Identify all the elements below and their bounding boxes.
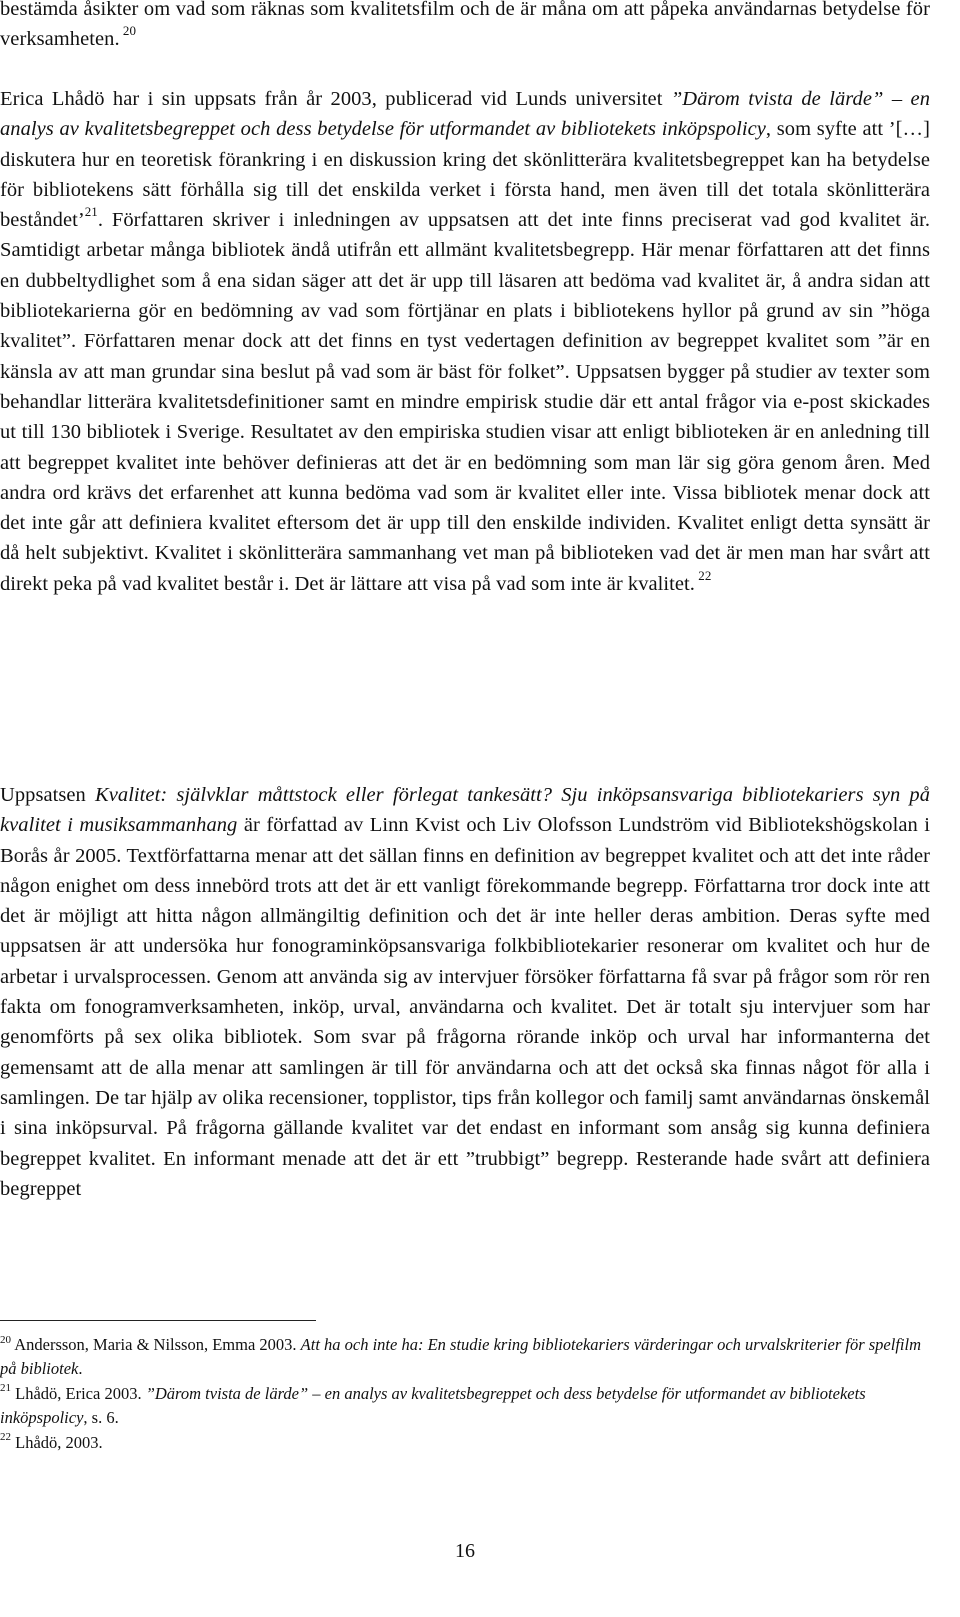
text-run: Andersson, Maria & Nilsson, Emma 2003.: [11, 1335, 301, 1354]
footnote-ref: 20: [119, 23, 137, 39]
text-run: bestämda åsikter om vad som räknas som kvalitetsfilm och de är måna om att påpeka användarnas betydelse för verksamheten.: [0, 0, 930, 51]
text-run: Lhådö, Erica 2003.: [11, 1383, 146, 1403]
text-run: Lhådö, 2003.: [11, 1432, 103, 1452]
footnote-ref: 21: [0, 1382, 11, 1395]
footnote-ref: 20: [0, 1333, 11, 1346]
footnote-ref: 22: [694, 567, 712, 583]
footnote: [0, 1431, 930, 1455]
footnote: [0, 1382, 930, 1431]
body-paragraph: [0, 0, 930, 55]
text-run: . Författaren skriver i inledningen av uppsatsen att det inte finns preciserat vad god kvalitet är. Samtidigt arbetar många bibliotek ändå utifrån ett allmänt kvalitetsbegrepp. Här menar författaren att det finns en dubbeltydlighet som å ena sidan säger att det är upp till läsaren att bedöma vad kvalitet är, å andra sidan att bibliotekarierna gör en bedömning av vad som förtjänar en plats i bibliotekens hyllor på grund av sin ”höga kvalitet”. Författaren menar dock att det finns en tyst vedertagen definition av begreppet kvalitet som ”är en känsla av att man grundar sina beslut på vad som är bäst för folket”. Uppsatsen bygger på studier av texter som behandlar litterära kvalitetsdefinitioner samt en mindre empirisk studie där ett antal frågor via e-post skickades ut till 130 bibliotek i Sverige. Resultatet av den empiriska studien visar att enligt biblioteken är en anledning till att begreppet kvalitet inte behöver definieras att det är en bedömning som man lär sig göra genom åren. Med andra ord krävs det erfarenhet att kunna bedöma vad som är kvalitet eller inte. Vissa bibliotek menar dock att det inte går att definiera kvalitet eftersom det är upp till den enskilde individen. Kvalitet enligt detta synsätt är då helt subjektivt. Kvalitet i skönlitterära sammanhang vet man på biblioteken vad det är men man har svårt att direkt peka på vad kvalitet består i. Det är lättare att visa på vad som inte är kvalitet.: [0, 209, 930, 595]
italic-title: Kvalitet: självklar måttstock eller förlegat tankesätt? Sju inköpsansvariga bibliotekariers syn på kvalitet i musiksammanhang: [0, 784, 930, 837]
text-run: , som syfte att ’[…] diskutera hur en teoretisk förankring i en diskussion kring det skönlitterära kvalitetsbegreppet kan ha betydelse för bibliotekens sätt förhålla sig till det enskilda verket i första hand, men även till det totala skönlitterära beståndet’: [0, 118, 930, 232]
page-number: 16: [455, 1540, 475, 1562]
footnote: [0, 1333, 930, 1382]
text-run: Erica Lhådö har i sin uppsats från år 2003, publicerad vid Lunds universitet: [0, 88, 671, 110]
italic-title: Att ha och inte ha: En studie kring bibliotekariers värderingar och urvalskriterier för spelfilm på bibliotek: [0, 1335, 922, 1379]
text-run: , s. 6.: [83, 1408, 119, 1428]
text-run: Uppsatsen: [0, 784, 96, 806]
footnote-ref: 22: [0, 1431, 11, 1444]
footnotes: [0, 1333, 930, 1455]
italic-title: ”Därom tvista de lärde” – en analys av kvalitetsbegreppet och dess betydelse för utformandet av bibliotekets inköpspolicy: [0, 1383, 866, 1428]
text-run: är författad av Linn Kvist och Liv Olofsson Lundström vid Bibliotekshögskolan i Borås år 2005. Textförfattarna menar att det sällan finns en definition av begreppet kvalitet och att det inte råder någon enighet om dess innebörd trots att det är ett vanligt förekommande begrepp. Författarna tror dock inte att det är möjligt att hitta någon allmängiltig definition och det är inte heller deras ambition. Deras syfte med uppsatsen är att undersöka hur fonograminköpsansvariga folkbibliotekarier resonerar om kvalitet och hur de arbetar i urvalsprocessen. Genom att använda sig av intervjuer försöker författarna få svar på frågor som rör ren fakta om fonogramverksamheten, inköp, urval, användarna och kvalitet. Det är totalt sju intervjuer som har genomförts på sex olika bibliotek. Som svar på frågorna rörande inköp och urval har informanterna det gemensamt att de alla menar att samlingen är till för användarna och att det också ska finnas något för alla i samlingen. De tar hjälp av olika recensioner, topplistor, tips från kollegor och familj samt användarnas önskemål i sina inköpsurval. På frågorna gällande kvalitet var det endast en informant som ansåg sig kunna definiera begreppet kvalitet. En informant menade att det är ett ”trubbigt” begrepp. Resterande hade svårt att definiera begreppet: [0, 814, 930, 1200]
italic-title: ”Därom tvista de lärde” – en analys av kvalitetsbegreppet och dess betydelse för utformandet av bibliotekets inköpspolicy: [0, 88, 930, 141]
footnote-ref: 21: [84, 204, 98, 220]
body-paragraph: [0, 780, 930, 1204]
body-paragraph: [0, 84, 930, 599]
text-run: .: [78, 1359, 83, 1379]
footnote-divider: [0, 1320, 316, 1321]
